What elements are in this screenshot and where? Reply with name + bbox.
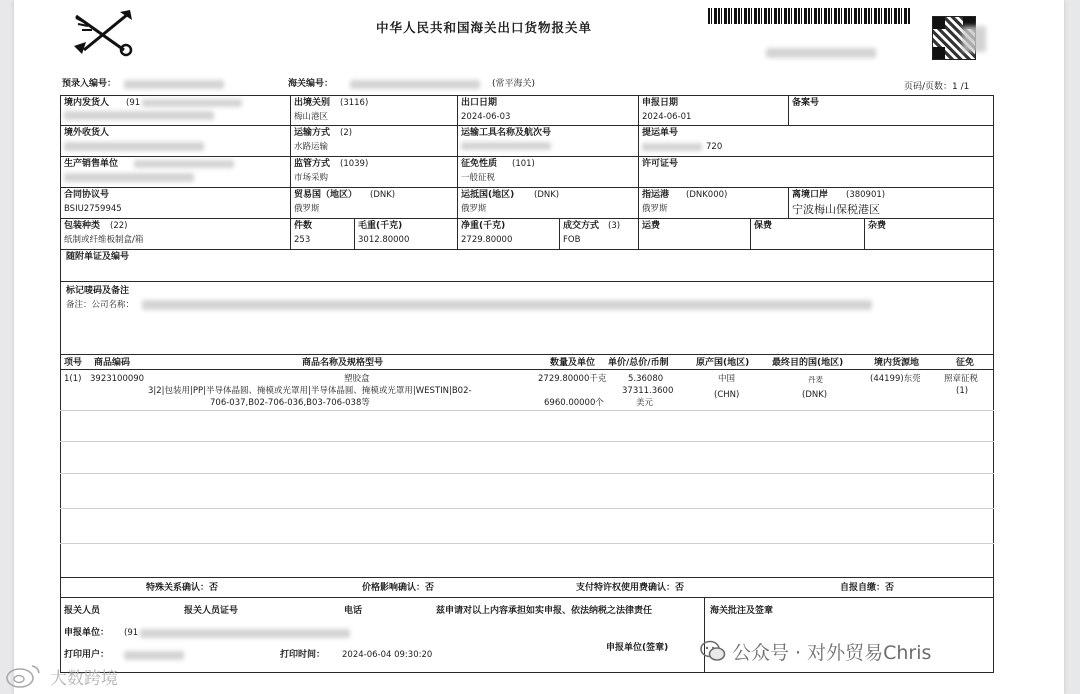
trade-country-value: 俄罗斯 [294,204,320,214]
item-levy: 照章征税 [944,374,979,384]
exp-date-label: 出口日期 [461,98,498,108]
unit-label: 申报单位： [64,628,110,638]
license-label: 许可证号 [642,159,679,169]
levy-value: 一般征税 [461,173,496,183]
contract-label: 合同协议号 [64,190,110,200]
special-relation-confirm: 特殊关系确认：否 [146,583,219,593]
record-label: 备案号 [792,98,820,108]
goods-header-levy: 征免 [956,358,975,368]
print-time-label: 打印时间： [280,650,326,660]
supervision-value: 市场采购 [294,173,329,183]
exit-port-label: 离境口岸 [792,190,829,200]
net-label: 净重(千克) [461,221,506,231]
pack-code: (22) [110,221,128,231]
seal-label: 申报单位(签章) [606,643,669,653]
supervision-code: (1039) [340,159,369,169]
gross-label: 毛重(千克) [358,221,403,231]
weibo-watermark: 大数跨境 [50,669,118,689]
misc-label: 杂费 [868,221,887,231]
port-value: 梅山港区 [294,112,329,122]
goods-header-hs: 商品编码 [94,358,131,368]
pieces-label: 件数 [294,221,313,231]
item-source: (44199)东莞 [870,374,921,384]
exporter-label: 境内发货人 [64,98,110,108]
trade-country-label: 贸易国（地区） [294,190,358,200]
contract-value: BSIU2759945 [64,204,122,214]
item-name: 塑胶盒 [344,374,370,384]
transport-code: (2) [340,128,353,138]
item-hs: 3923100090 [90,374,145,384]
terms-code: (3) [608,221,621,231]
supervision-label: 监管方式 [294,159,331,169]
preentry-label: 预录入编号： [62,79,117,89]
item-total-price: 37311.3600 [622,386,674,396]
goods-header-source: 境内货源地 [874,358,920,368]
goods-header-price: 单价/总价/币制 [608,358,669,368]
dest-port-label: 指运港 [642,190,670,200]
port-code: (3116) [340,98,369,108]
pieces-value: 253 [294,235,311,245]
gross-value: 3012.80000 [358,235,410,245]
levy-label: 征免性质 [461,159,498,169]
goods-header-dest: 最终目的国(地区) [772,358,844,368]
transport-label: 运输方式 [294,128,331,138]
declaration-sheet [14,0,1064,694]
item-unit-price: 5.36080 [628,374,664,384]
freight-label: 运费 [642,221,661,231]
item-spec-1: 3|2|包装用|PP|半导体晶圆、掩模或光罩用|半导体晶圆、掩模或光罩用|WESTIN|B02- [148,386,472,396]
customs-office: (常平海关) [492,79,536,89]
self-declare-confirm: 自报自缴：否 [840,583,895,593]
goods-header-origin: 原产国(地区) [696,358,750,368]
declarant-no-label: 报关人员证号 [184,606,239,616]
item-origin-code: (CHN) [714,390,740,400]
exporter-code: (91 [126,98,141,108]
trade-country-code: (DNK) [370,190,396,200]
dest-port-code: (DNK000) [686,190,728,200]
customs-no-label: 海关编号： [288,79,334,89]
goods-header-no: 项号 [64,358,83,368]
print-time-value: 2024-06-04 09:30:20 [342,650,433,660]
pack-label: 包装种类 [64,221,101,231]
net-value: 2729.80000 [461,235,513,245]
wechat-icon [700,639,726,663]
item-origin: 中国 [718,374,736,384]
item-currency: 美元 [636,398,654,408]
item-dest-code: (DNK) [802,390,828,400]
exit-port-code: (380901) [846,190,886,200]
item-spec-2: 706-037,B02-706-036,B03-706-038等 [210,398,370,408]
exit-port-value: 宁波梅山保税港区 [792,203,880,216]
document-title: 中华人民共和国海关出口货物报关单 [375,20,592,35]
dest-country-label: 运抵国(地区) [461,190,515,200]
exp-date-value: 2024-06-03 [461,112,511,122]
docs-label: 随附单证及编号 [66,252,130,262]
decl-date-value: 2024-06-01 [642,112,692,122]
page-info: 页码/页数：1 /1 [904,82,970,92]
goods-header-qty: 数量及单位 [550,358,596,368]
remarks-line: 备注：公司名称： [66,300,135,310]
phone-label: 电话 [344,606,363,616]
wechat-watermark: 公众号 · 对外贸易Chris [732,642,932,664]
statement: 兹申请对以上内容承担如实申报、依法纳税之法律责任 [436,606,653,616]
decl-date-label: 申报日期 [642,98,679,108]
transport-value: 水路运输 [294,142,329,152]
item-qty-2: 6960.00000个 [544,398,604,408]
terms-value: FOB [563,235,581,245]
bill-tail: 720 [706,142,723,152]
barcode [708,8,910,24]
dest-port-value: 俄罗斯 [642,204,668,214]
item-no: 1(1) [64,374,82,384]
customs-emblem-icon [70,8,140,58]
weibo-icon [4,660,44,690]
printer-label: 打印用户： [64,650,110,660]
consignee-label: 境外收货人 [64,128,110,138]
price-impact-confirm: 价格影响确认：否 [362,583,435,593]
pack-value: 纸制或纤维板制盒/箱 [64,235,144,245]
producer-label: 生产销售单位 [64,159,119,169]
levy-code: (101) [512,159,535,169]
insurance-label: 保费 [754,221,773,231]
port-label: 出境关别 [294,98,331,108]
royalty-confirm: 支付特许权使用费确认：否 [576,583,685,593]
terms-label: 成交方式 [563,221,600,231]
remarks-label: 标记唛码及备注 [66,286,130,296]
goods-header-name: 商品名称及规格型号 [302,358,384,368]
dest-country-code: (DNK) [534,190,560,200]
item-dest: 丹麦 [808,375,823,384]
bill-label: 提运单号 [642,128,679,138]
declarant-label: 报关人员 [64,606,101,616]
item-levy-code: (1) [956,386,969,396]
item-qty-1: 2729.80000千克 [538,374,607,384]
approval-label: 海关批注及签章 [710,606,774,616]
vessel-label: 运输工具名称及航次号 [461,128,552,138]
unit-value: (91 [124,628,139,638]
dest-country-value: 俄罗斯 [461,204,487,214]
